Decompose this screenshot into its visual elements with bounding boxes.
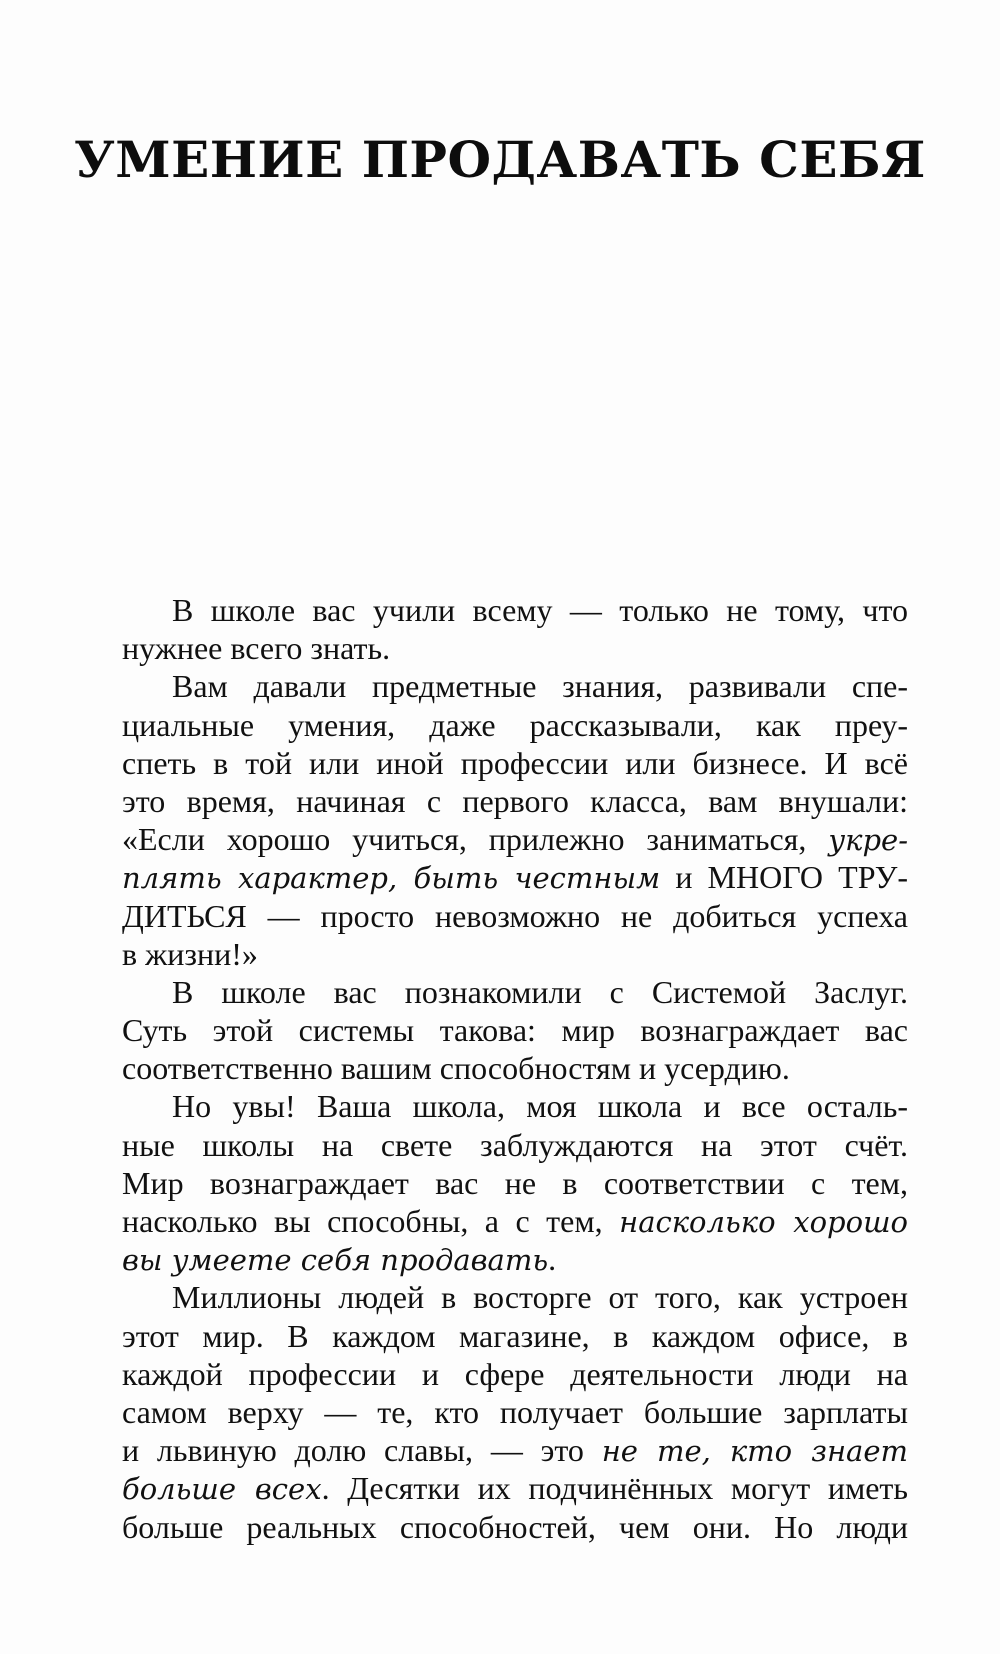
text-line [122, 744, 908, 782]
text-line [122, 1393, 908, 1431]
text-segment: насколько вы способны, а с тем, [122, 1203, 620, 1239]
text-segment: Суть этой системы такова: мир вознаграждает вас [122, 1012, 908, 1049]
text-line [122, 1508, 908, 1546]
text-line [122, 1278, 908, 1316]
text-line [122, 667, 908, 705]
text-line [122, 973, 908, 1011]
text-segment: «Если хорошо учиться, прилежно заниматься, [122, 821, 829, 858]
text-line [122, 935, 908, 973]
text-segment: это время, начиная с первого класса, вам внушали: [122, 782, 908, 819]
text-segment: нужнее всего знать. [122, 630, 391, 667]
body-text [122, 591, 908, 1546]
text-segment: циальные умения, даже рассказывали, как преу- [122, 706, 908, 743]
text-line [122, 858, 908, 896]
italic-text-segment: больше всех [122, 1472, 322, 1507]
text-line [122, 1049, 908, 1087]
text-segment: В школе вас учили всему — только не тому, что [172, 592, 908, 628]
text-line [122, 1126, 908, 1164]
text-line [122, 1469, 908, 1507]
text-line [122, 1164, 908, 1202]
text-line [122, 1011, 908, 1049]
italic-text-segment: укре- [828, 823, 908, 858]
italic-text-segment: насколько хорошо [619, 1205, 909, 1239]
chapter-title: УМЕНИЕ ПРОДАВАТЬ СЕБЯ [74, 130, 926, 189]
text-line [122, 629, 908, 667]
text-segment: . [548, 1241, 557, 1278]
text-line [122, 591, 908, 629]
text-segment: Миллионы людей в восторге от того, как устроен [172, 1279, 908, 1316]
text-segment: Мир вознаграждает вас не в соответствии с тем, [122, 1164, 908, 1201]
text-line [122, 897, 908, 935]
italic-text-segment: вы умеете себя продавать [122, 1243, 549, 1278]
text-line [122, 706, 908, 744]
text-line [122, 1202, 908, 1240]
text-line [122, 1355, 908, 1393]
text-segment: каждой профессии и сфере деятельности люди на [122, 1355, 908, 1392]
text-line [122, 1317, 908, 1355]
text-line [122, 1431, 908, 1469]
text-line [122, 1087, 908, 1125]
italic-text-segment: плять характер, быть честным [122, 861, 661, 896]
text-segment: . Десятки их подчинённых могут иметь [321, 1470, 909, 1507]
text-segment: В школе вас познакомили с Системой Заслуг. [172, 973, 908, 1010]
text-segment: ные школы на свете заблуждаются на этот счёт. [122, 1126, 908, 1163]
text-segment: самом верху — те, кто получает большие зарплаты [122, 1393, 908, 1430]
text-segment: соответственно вашим способностям и усердию. [122, 1050, 790, 1087]
text-segment: ДИТЬСЯ — просто невозможно не добиться успеха [122, 897, 908, 934]
text-segment: больше реальных способностей, чем они. Но люди [122, 1508, 908, 1545]
text-segment: этот мир. В каждом магазине, в каждом офисе, в [122, 1317, 908, 1354]
text-segment: и МНОГО ТРУ- [660, 859, 908, 896]
text-segment: и львиную долю славы, — это [122, 1432, 602, 1469]
italic-text-segment: не те, кто знает [601, 1434, 908, 1469]
text-segment: Вам давали предметные знания, развивали спе- [172, 668, 908, 705]
text-segment: в жизни!» [122, 935, 258, 972]
text-line [122, 782, 908, 820]
text-line [122, 820, 908, 858]
text-segment: спеть в той или иной профессии или бизнесе. И всё [122, 744, 908, 781]
text-line [122, 1240, 908, 1278]
text-segment: Но увы! Ваша школа, моя школа и все осталь- [172, 1088, 908, 1125]
